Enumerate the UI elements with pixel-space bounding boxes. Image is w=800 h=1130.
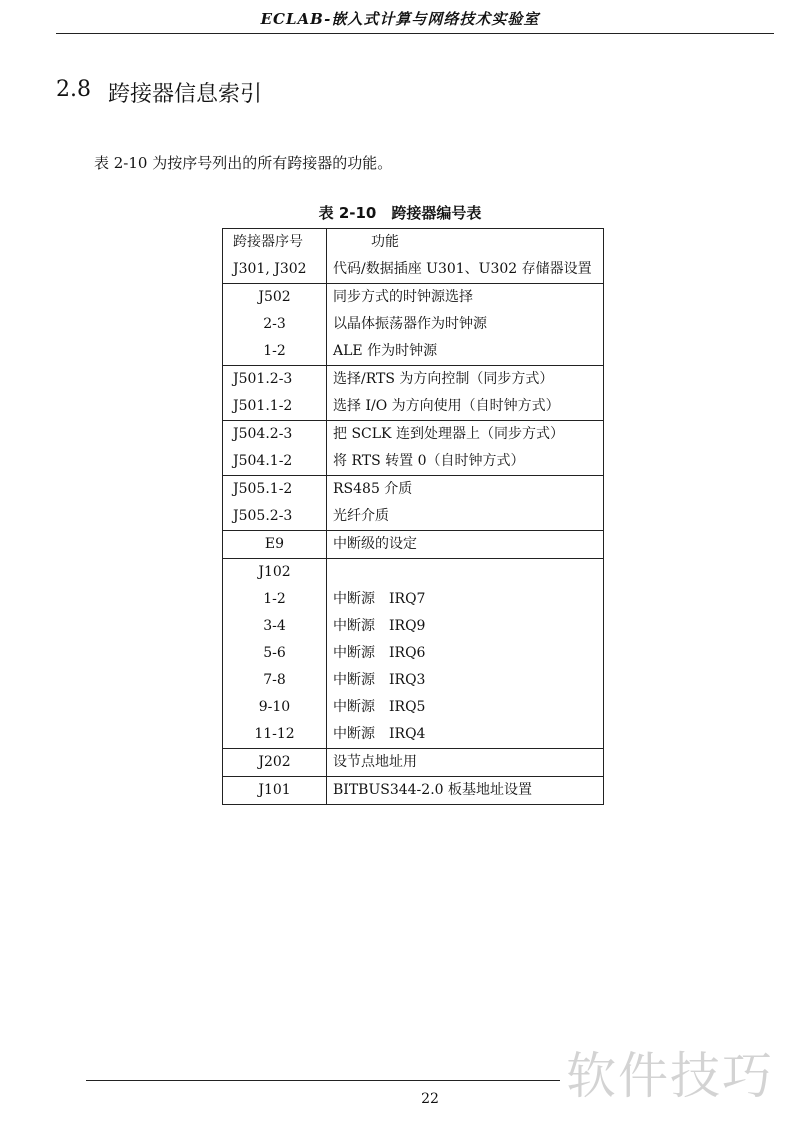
function-cell: ALE 作为时钟源	[333, 343, 438, 359]
jumper-id-cell: J505.2-3	[233, 508, 293, 524]
table-caption: 表 2-10 跨接器编号表	[318, 204, 482, 222]
section-title: 跨接器信息索引	[108, 82, 263, 107]
header-col2: 功能	[371, 234, 399, 250]
function-cell: 同步方式的时钟源选择	[333, 289, 473, 305]
function-cell: 代码/数据插座 U301、U302 存储器设置	[333, 261, 592, 277]
function-cell: 光纤介质	[333, 508, 389, 524]
function-cell: 设节点地址用	[333, 754, 417, 770]
jumper-id-cell: 11-12	[254, 726, 295, 742]
function-cell: 把 SCLK 连到处理器上（同步方式）	[333, 426, 564, 442]
jumper-id-cell: J504.2-3	[233, 426, 293, 442]
table-group	[223, 776, 603, 804]
jumper-id-cell: 2-3	[263, 316, 286, 332]
function-cell: 中断源 IRQ9	[333, 618, 426, 634]
function-cell: BITBUS344-2.0 板基地址设置	[333, 782, 533, 798]
function-cell: 中断源 IRQ7	[333, 591, 426, 607]
function-cell: 中断源 IRQ6	[333, 645, 426, 661]
function-cell: 中断源 IRQ3	[333, 672, 426, 688]
table-header-row	[223, 229, 603, 256]
function-cell: 选择 I/O 为方向使用（自时钟方式）	[333, 398, 560, 414]
table-body	[223, 256, 603, 804]
jumper-id-cell: J202	[258, 754, 291, 770]
header-col1: 跨接器序号	[233, 234, 303, 250]
jumper-id-cell: J501.2-3	[233, 371, 293, 387]
function-cell: 中断源 IRQ4	[333, 726, 426, 742]
jumper-id-cell: 1-2	[263, 591, 286, 607]
jumper-id-cell: 7-8	[263, 672, 286, 688]
intro-paragraph: 表 2-10 为按序号列出的所有跨接器的功能。	[94, 154, 393, 172]
function-cell: 将 RTS 转置 0（自时钟方式）	[333, 453, 525, 469]
jumper-id-cell: J504.1-2	[233, 453, 293, 469]
section-number: 2.8	[56, 77, 91, 102]
running-header: ECLAB-嵌入式计算与网络技术实验室	[260, 10, 540, 28]
table-group	[223, 283, 603, 365]
jumper-id-cell: 3-4	[263, 618, 286, 634]
jumper-id-cell: 5-6	[263, 645, 286, 661]
function-cell: 中断级的设定	[333, 536, 417, 552]
function-cell: RS485 介质	[333, 481, 413, 497]
header-rule	[56, 33, 774, 34]
table-group	[223, 748, 603, 776]
table-group	[223, 530, 603, 558]
jumper-table	[222, 228, 604, 805]
table-group	[223, 365, 603, 420]
footer-rule	[86, 1080, 560, 1081]
function-cell	[327, 559, 603, 586]
function-cell: 以晶体振荡器作为时钟源	[333, 316, 487, 332]
jumper-id-cell: J301, J302	[233, 261, 307, 277]
jumper-id-cell: J101	[258, 782, 291, 798]
jumper-id-cell: 9-10	[258, 699, 291, 715]
jumper-id-cell: J502	[258, 289, 291, 305]
page-number: 22	[421, 1091, 439, 1107]
table-group	[223, 558, 603, 748]
jumper-id-cell: J501.1-2	[233, 398, 293, 414]
jumper-id-cell: E9	[264, 536, 285, 552]
watermark: 软件技巧	[566, 1047, 774, 1105]
table-group	[223, 256, 603, 283]
table-group	[223, 420, 603, 475]
jumper-id-cell: J505.1-2	[233, 481, 293, 497]
jumper-id-cell: J102	[258, 564, 291, 580]
function-cell: 选择/RTS 为方向控制（同步方式）	[333, 371, 554, 387]
table-group	[223, 475, 603, 530]
function-cell: 中断源 IRQ5	[333, 699, 426, 715]
jumper-id-cell: 1-2	[263, 343, 286, 359]
